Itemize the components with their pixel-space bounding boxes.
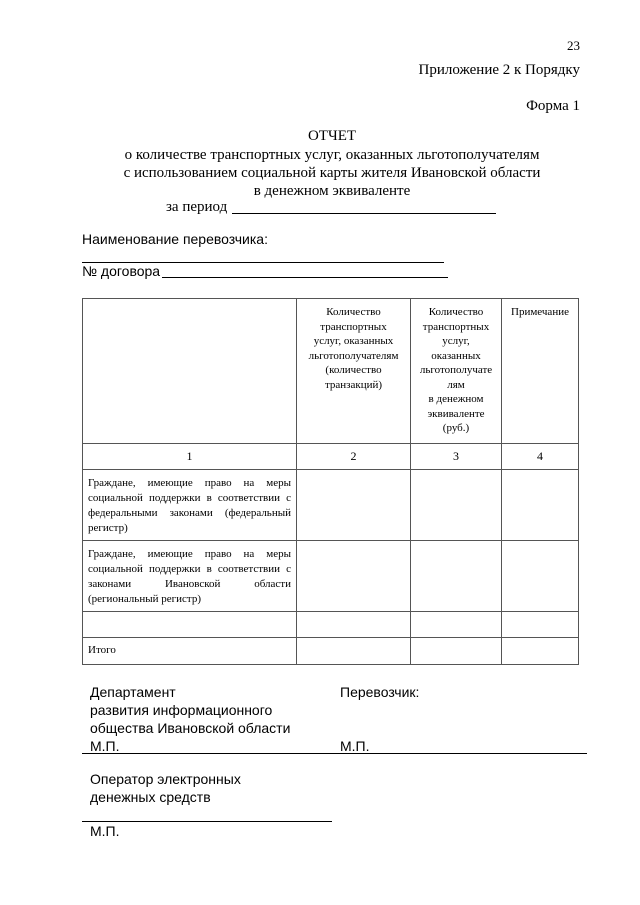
carrier-name-label: Наименование перевозчика: <box>82 231 268 247</box>
row-label <box>83 612 297 638</box>
table-row-total <box>83 638 579 665</box>
stamp-place-label: М.П. <box>340 738 370 754</box>
column-number: 2 <box>297 444 411 470</box>
signature-divider <box>82 753 587 754</box>
column-number: 1 <box>83 444 297 470</box>
column-number: 3 <box>411 444 502 470</box>
table-cell <box>297 541 411 612</box>
header-cell-empty <box>83 299 297 444</box>
stamp-place-label: М.П. <box>90 823 120 839</box>
carrier-signature-label: Перевозчик: <box>340 684 420 700</box>
appendix-reference: Приложение 2 к Порядку <box>418 62 580 78</box>
total-label: Итого <box>83 638 297 665</box>
table-row-empty <box>83 612 579 638</box>
report-table <box>82 298 579 665</box>
row-label: Граждане, имеющие право на меры социальной поддержки в соответствии с законами Ивановской области (региональный регистр) <box>83 541 297 612</box>
stamp-place-label: М.П. <box>90 738 120 754</box>
table-cell <box>502 638 579 665</box>
table-cell <box>502 541 579 612</box>
contract-number-line <box>162 277 448 278</box>
table-cell <box>502 612 579 638</box>
report-subtitle-line: о количестве транспортных услуг, оказанных льготополучателям <box>124 147 540 163</box>
column-number: 4 <box>502 444 579 470</box>
table-cell <box>297 612 411 638</box>
table-cell <box>411 612 502 638</box>
header-cell-monetary: Количество транспортных услуг, оказанных льготополучате лям в денежном эквиваленте (руб.) <box>411 299 502 444</box>
table-cell <box>411 470 502 541</box>
table-cell <box>297 470 411 541</box>
table-row-regional <box>83 541 579 612</box>
period-label: за период <box>166 199 228 215</box>
table-cell <box>502 470 579 541</box>
contract-label: № договора <box>82 263 161 279</box>
table-cell <box>411 541 502 612</box>
report-subtitle-line: с использованием социальной карты жителя Ивановской области <box>123 165 541 181</box>
report-subtitle-line: в денежном эквиваленте <box>253 183 411 199</box>
page-number: 23 <box>567 38 580 53</box>
form-label: Форма 1 <box>526 98 580 114</box>
header-cell-transactions: Количество транспортных услуг, оказанных льготополучателям (количество транзакций) <box>297 299 411 444</box>
department-signature-block: Департамент развития информационного общества Ивановской области М.П. <box>90 684 291 754</box>
column-number-row <box>83 444 579 470</box>
operator-signature-block: Оператор электронных денежных средств <box>90 771 241 805</box>
report-title: ОТЧЕТ <box>307 128 357 144</box>
table-row-federal <box>83 470 579 541</box>
period-blank-line <box>232 213 496 214</box>
header-cell-note: Примечание <box>502 299 579 444</box>
table-header-row <box>83 299 579 444</box>
table-cell <box>411 638 502 665</box>
table-cell <box>297 638 411 665</box>
row-label: Граждане, имеющие право на меры социальной поддержки в соответствии с федеральными законами (федеральный регистр) <box>83 470 297 541</box>
